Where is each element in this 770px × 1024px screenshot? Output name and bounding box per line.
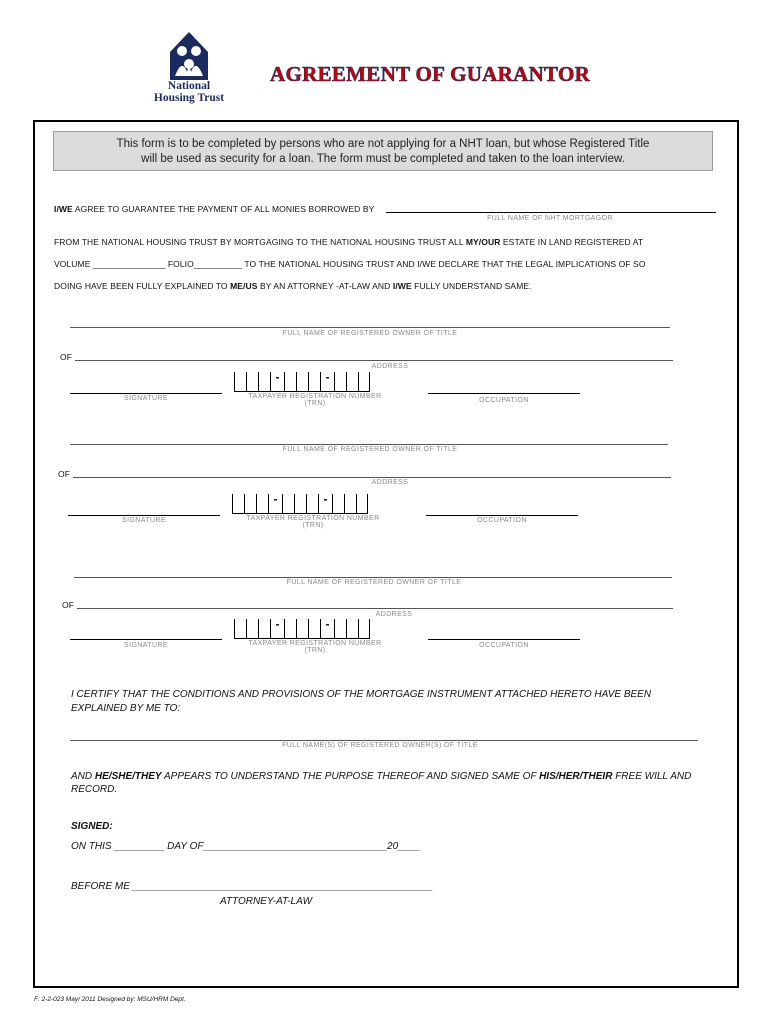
agreement-line-1-text: AGREE TO GUARANTEE THE PAYMENT OF ALL MONIES BORROWED BY (72, 204, 375, 214)
instruction-box (53, 131, 713, 171)
owner-3-signature-field[interactable] (70, 630, 222, 640)
logo-wordmark (146, 80, 232, 104)
owner-1-name-field[interactable] (70, 318, 670, 328)
owner-2-signature-caption: SIGNATURE (122, 517, 166, 524)
owner-2-occupation-field[interactable] (426, 506, 578, 516)
mortgagor-name-field[interactable] (386, 203, 716, 213)
agreement-line-2-b: MY/OUR (465, 237, 501, 247)
agreement-line-4-d: I/WE (392, 281, 412, 291)
trn-caption-line-2: (TRN) (304, 647, 326, 654)
owner-1-trn-caption (230, 393, 400, 407)
owner-1-signature-field[interactable] (70, 384, 222, 394)
agreement-line-3: VOLUME _______________ FOLIO__________ TO THE NATIONAL HOUSING TRUST AND I/WE DECLARE THAT THE LEGAL IMPLICATIONS OF SO (54, 259, 646, 269)
certify-line-2: EXPLAINED BY ME TO: (71, 703, 181, 714)
agreement-line-4-a: DOING HAVE BEEN FULLY EXPLAINED TO (54, 281, 231, 291)
owner-2-trn-caption (228, 515, 398, 529)
certify-owners-field[interactable] (70, 731, 698, 741)
trn-separator: - (270, 619, 284, 639)
owner-3-occupation-caption: OCCUPATION (479, 642, 529, 649)
understand-d: HIS/HER/THEIR (539, 771, 613, 782)
certify-owners-caption: FULL NAME(S) OF REGISTERED OWNER(S) OF TITLE (282, 742, 478, 749)
trn-caption-line-2: (TRN) (302, 522, 324, 529)
owner-1-occupation-caption: OCCUPATION (479, 397, 529, 404)
agreement-line-4-c: BY AN ATTORNEY -AT-LAW AND (257, 281, 393, 291)
owner-2-address-caption: ADDRESS (371, 479, 409, 486)
owner-3-signature-caption: SIGNATURE (124, 642, 168, 649)
logo-line-1: National (167, 80, 211, 92)
agreement-line-4-e: FULLY UNDERSTAND SAME. (411, 281, 532, 291)
mortgagor-caption: FULL NAME OF NHT MORTGAGOR (487, 215, 613, 222)
owner-1-trn-boxes[interactable] (234, 370, 370, 392)
trn-separator: - (320, 619, 334, 639)
instruction-line-2: will be used as security for a loan. The form must be completed and taken to the loan interview. (141, 153, 625, 165)
agreement-line-1 (54, 204, 374, 214)
trn-caption-line-2: (TRN) (304, 400, 326, 407)
agreement-line-2-a: FROM THE NATIONAL HOUSING TRUST BY MORTGAGING TO THE NATIONAL HOUSING TRUST ALL (54, 237, 466, 247)
agreement-line-4-b: ME/US (230, 281, 258, 291)
owner-3-trn-caption (230, 640, 400, 654)
attorney-caption: ATTORNEY-AT-LAW (220, 896, 313, 907)
owner-3-address-caption: ADDRESS (375, 611, 413, 618)
owner-1-address-caption: ADDRESS (371, 363, 409, 370)
owner-2-occupation-caption: OCCUPATION (477, 517, 527, 524)
owner-1-address-field[interactable] (75, 351, 673, 361)
owner-2-address-field[interactable] (73, 468, 671, 478)
trn-caption-line-1: TAXPAYER REGISTRATION NUMBER (248, 640, 382, 647)
owner-2-name-caption: FULL NAME OF REGISTERED OWNER OF TITLE (282, 446, 458, 453)
owner-3-address-field[interactable] (77, 599, 673, 609)
trn-separator: - (320, 372, 334, 392)
date-line[interactable]: ON THIS _________ DAY OF_________________________________20____ (71, 841, 421, 852)
owner-3-occupation-field[interactable] (428, 630, 580, 640)
trn-separator: - (268, 494, 282, 514)
owner-2-trn-boxes[interactable] (232, 492, 368, 514)
owner-1-occupation-field[interactable] (428, 384, 580, 394)
owner-3-of-label: OF (62, 600, 75, 610)
trn-separator: - (318, 494, 332, 514)
owner-2-signature-field[interactable] (68, 506, 220, 516)
before-me-line[interactable]: BEFORE ME ______________________________________________________ (71, 881, 433, 892)
understand-c: APPEARS TO UNDERSTAND THE PURPOSE THEREOF AND SIGNED SAME OF (161, 771, 540, 782)
form-border (33, 120, 739, 988)
agreement-line-2 (54, 237, 643, 247)
owner-1-signature-caption: SIGNATURE (124, 395, 168, 402)
understand-e: FREE WILL AND (612, 771, 692, 782)
instruction-line-1: This form is to be completed by persons who are not applying for a NHT loan, but whose Registered Title (116, 138, 650, 150)
signed-label: SIGNED: (71, 821, 113, 832)
owner-2-name-field[interactable] (70, 435, 668, 445)
trn-caption-line-1: TAXPAYER REGISTRATION NUMBER (246, 515, 380, 522)
owner-2-of-label: OF (58, 469, 71, 479)
understand-line-1 (71, 771, 691, 782)
trn-separator: - (270, 372, 284, 392)
owner-3-name-field[interactable] (74, 568, 672, 578)
owner-1-of-label: OF (60, 352, 73, 362)
agreement-iwe: I/WE (54, 204, 73, 214)
agreement-line-2-c: ESTATE IN LAND REGISTERED AT (500, 237, 644, 247)
understand-a: AND (71, 771, 95, 782)
page-title: AGREEMENT OF GUARANTOR (270, 62, 591, 86)
understand-b: HE/SHE/THEY (94, 771, 162, 782)
owner-3-name-caption: FULL NAME OF REGISTERED OWNER OF TITLE (286, 579, 462, 586)
agreement-line-4 (54, 281, 532, 291)
owner-1-name-caption: FULL NAME OF REGISTERED OWNER OF TITLE (282, 330, 458, 337)
logo-line-2: Housing Trust (153, 92, 225, 104)
understand-line-2: RECORD. (71, 784, 118, 795)
owner-3-trn-boxes[interactable] (234, 617, 370, 639)
form-footer: F: 2-2-023 May/ 2011 Designed by: MSU/HRM Dept. (34, 996, 186, 1003)
trn-caption-line-1: TAXPAYER REGISTRATION NUMBER (248, 393, 382, 400)
certify-line-1: I CERTIFY THAT THE CONDITIONS AND PROVISIONS OF THE MORTGAGE INSTRUMENT ATTACHED HERETO HAVE BEEN (71, 689, 652, 700)
